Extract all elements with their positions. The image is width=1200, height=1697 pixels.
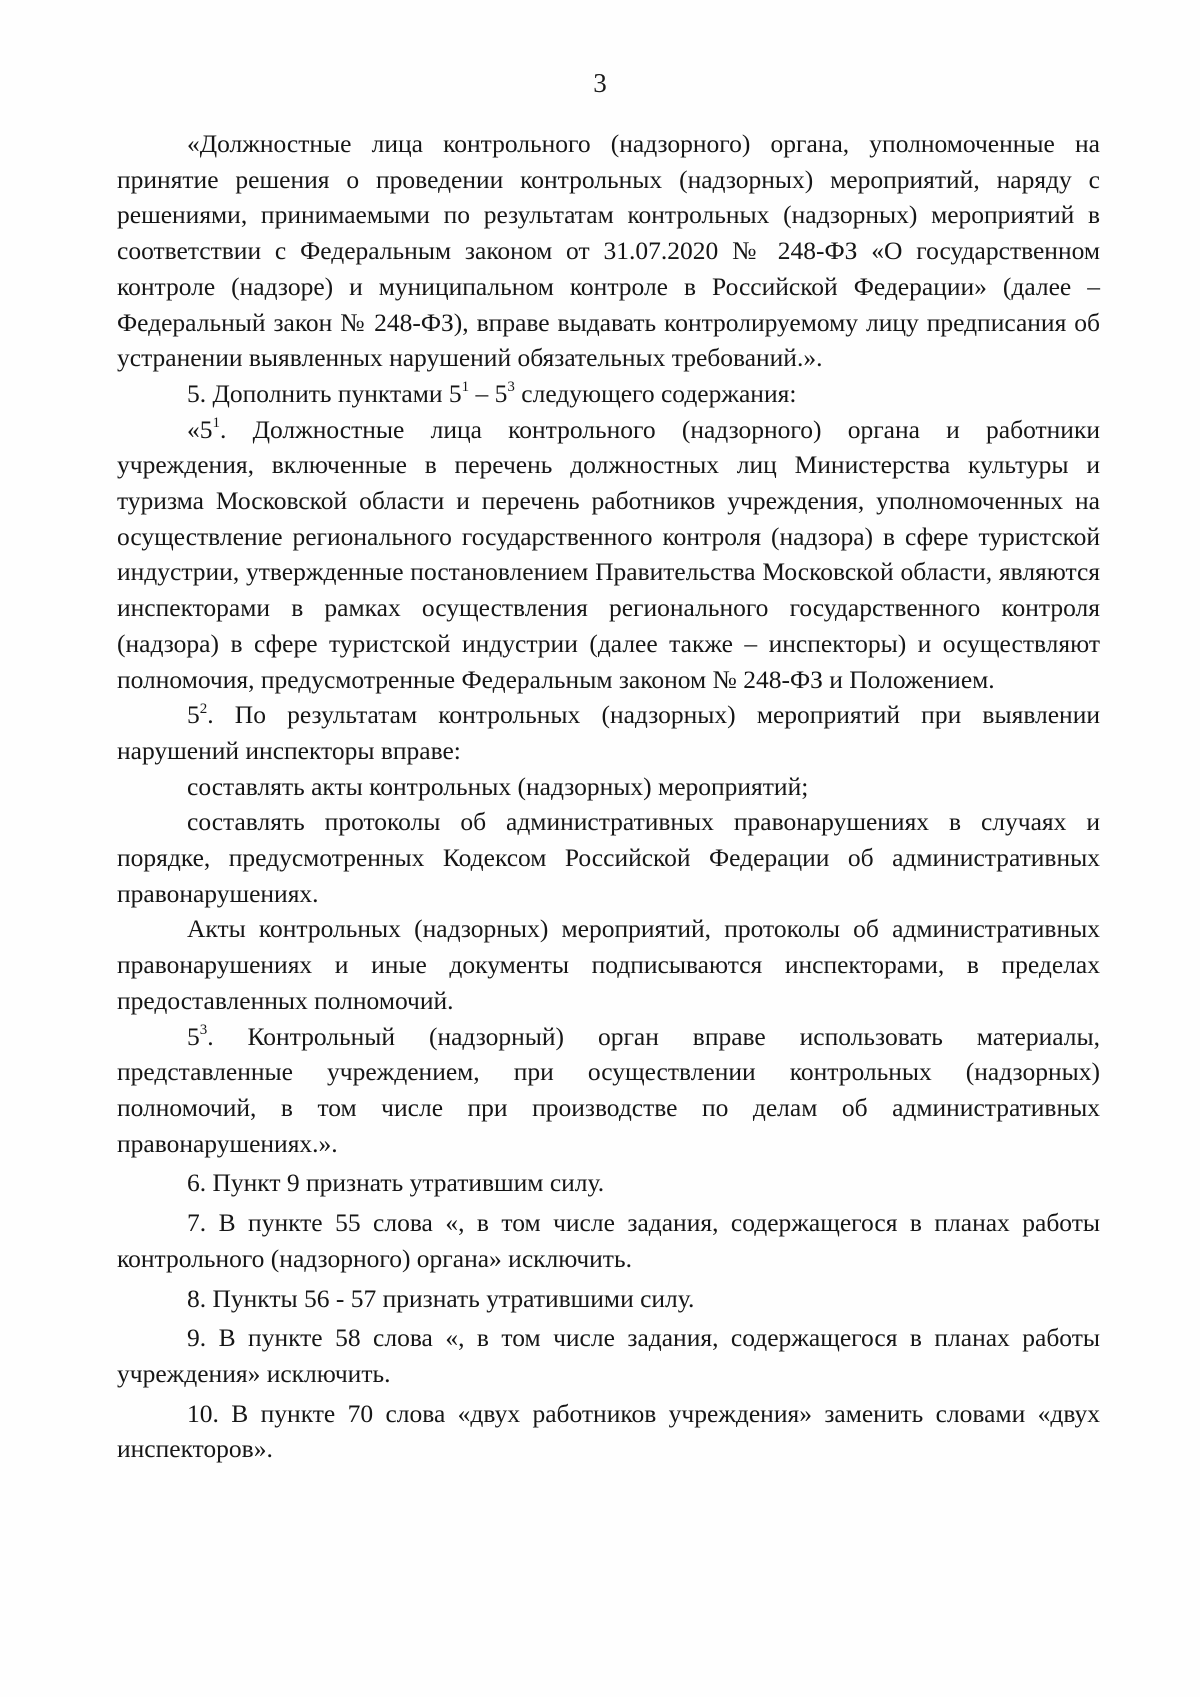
- paragraph-acts: составлять акты контрольных (надзорных) мероприятий;: [187, 771, 809, 801]
- paragraph-item-5-2: $5^2$. По результатам контрольных (надзорных) мероприятий при выявлении нарушений инспекторы вправе:: [117, 700, 1100, 765]
- page-number: 3: [593, 68, 607, 98]
- paragraph-item-5: 5. Дополнить пунктами $5^1 - 5^3$ следующего содержания:: [187, 378, 797, 408]
- paragraph-item-6: 6. Пункт 9 признать утратившим силу.: [187, 1168, 605, 1198]
- paragraph-item-8: 8. Пункты 56 - 57 признать утратившими силу.: [187, 1283, 695, 1313]
- paragraph-item-5-3: $5^3$. Контрольный (надзорный) орган вправе использовать материалы, представленные учреждением, при осуществлении контрольных (надзорных) полномочий, в том числе при производстве по делам об административных правонарушениях.».: [117, 1021, 1100, 1158]
- paragraph-item-5-1: «$5^1$. Должностные лица контрольного (надзорного) органа и работники учреждения, включенные в перечень должностных лиц Министерства культуры и туризма Московской области и перечень работников учреждения, уполномоченных на осуществление регионального государственного контроля (надзора) в сфере туристской индустрии, утвержденные постановлением Правительства Московской области, являются инспекторами в рамках осуществления регионального государственного контроля (надзора) в сфере туристской индустрии (далее также – инспекторы) и осуществляют полномочия, предусмотренные Федеральным законом № 248-ФЗ и Положением.: [117, 414, 1100, 694]
- paragraph-item-9: 9. В пункте 58 слова «, в том числе задания, содержащегося в планах работы учреждения» исключить.: [117, 1323, 1100, 1388]
- paragraph-item-7: 7. В пункте 55 слова «, в том числе задания, содержащегося в планах работы контрольного (надзорного) органа» исключить.: [117, 1208, 1100, 1273]
- paragraph-signing: Акты контрольных (надзорных) мероприятий, протоколы об административных правонарушениях и иные документы подписываются инспекторами, в пределах предоставленных полномочий.: [117, 914, 1100, 1015]
- paragraph-officials-powers: «Должностные лица контрольного (надзорного) органа, уполномоченные на принятие решения о проведении контрольных (надзорных) мероприятий, наряду с решениями, принимаемыми по результатам контрольных (надзорных) мероприятий в соответствии с Федеральным законом от 31.07.2020 № 248-ФЗ «О государственном контроле (надзоре) и муниципальном контроле в Российской Федерации» (далее – Федеральный закон № 248-ФЗ), вправе выдавать контролируемому лицу предписания об устранении выявленных нарушений обязательных требований.».: [117, 129, 1100, 373]
- paragraph-protocols: составлять протоколы об административных правонарушениях в случаях и порядке, предусмотренных Кодексом Российской Федерации об административных правонарушениях.: [117, 807, 1100, 908]
- paragraph-item-10: 10. В пункте 70 слова «двух работников учреждения» заменить словами «двух инспекторов».: [117, 1398, 1100, 1464]
- document-body: [117, 126, 1100, 1467]
